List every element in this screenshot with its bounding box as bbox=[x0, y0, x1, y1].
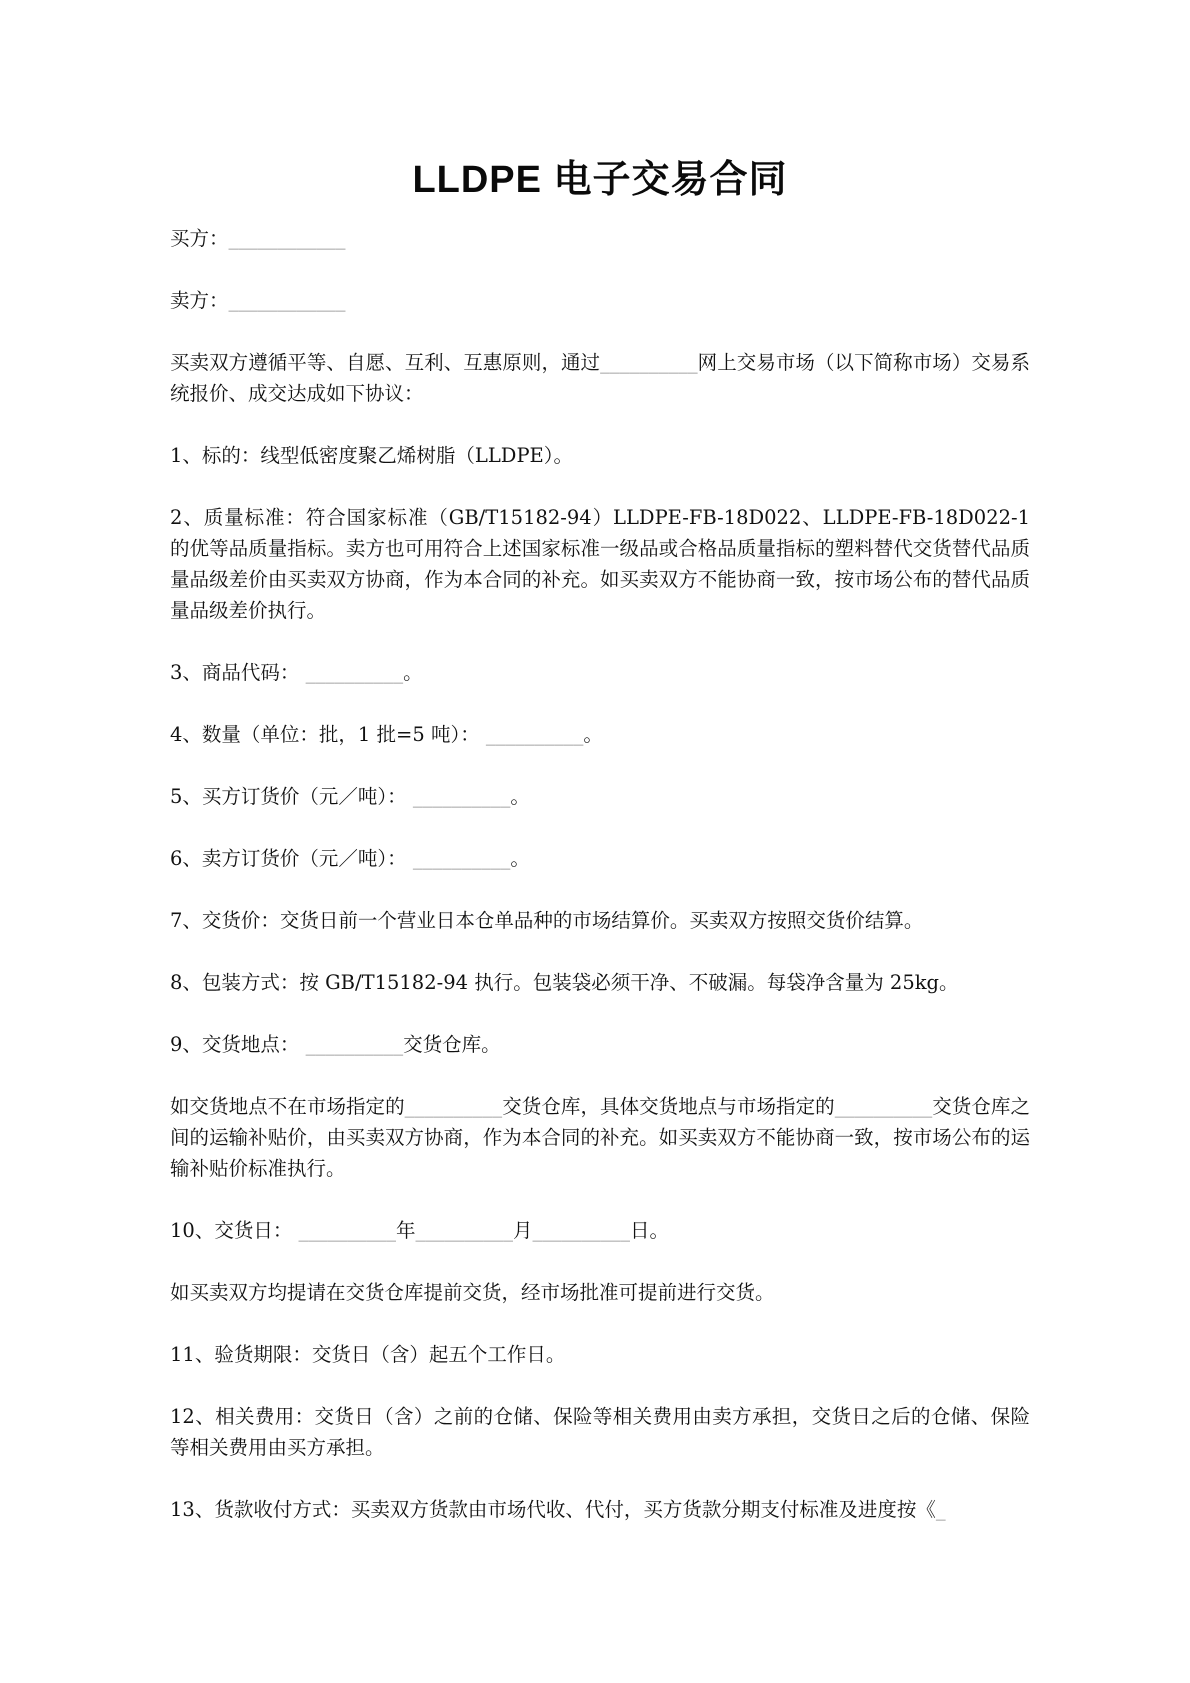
blank-field: __________ bbox=[415, 1219, 514, 1242]
text-run: 如买卖双方均提请在交货仓库提前交货，经市场批准可提前进行交货。 bbox=[170, 1281, 775, 1304]
blank-field: ____________ bbox=[228, 289, 346, 312]
text-run: 如交货地点不在市场指定的 bbox=[170, 1095, 405, 1118]
clause-8-packaging bbox=[170, 967, 1030, 998]
clause-9-delivery-place bbox=[170, 1029, 1030, 1060]
clause-3-commodity-code bbox=[170, 657, 1030, 688]
text-run: 2、质量标准：符合国家标准（GB/T15182-94）LLDPE-FB-18D022、LLDPE-FB-18D022-1 的优等品质量指标。卖方也可用符合上述国家标准一级品或合格品质量指标的塑料替代交货替代品质量品级差价由买卖双方协商，作为本合同的补充。如买卖双方不能协商一致，按市场公布的替代品质量品级差价执行。 bbox=[170, 506, 1030, 622]
text-run: 。 bbox=[510, 785, 530, 808]
text-run: 交货仓库之间的运输补贴价，由买卖双方协商，作为本合同的补充。如买卖双方不能协商一致，按市场公布的运输补贴价标准执行。 bbox=[170, 1095, 1030, 1180]
clause-2-quality-standard bbox=[170, 502, 1030, 626]
blank-field: __________ bbox=[532, 1219, 631, 1242]
text-run: 11、验货期限：交货日（含）起五个工作日。 bbox=[170, 1343, 566, 1366]
contract-body bbox=[170, 223, 1030, 1525]
clause-9-note bbox=[170, 1091, 1030, 1184]
text-run: 5、买方订货价（元／吨）： bbox=[170, 785, 413, 808]
text-run: 4、数量（单位：批，1 批=5 吨）： bbox=[170, 723, 486, 746]
blank-field: __________ bbox=[412, 785, 511, 808]
text-run: 日。 bbox=[630, 1219, 670, 1242]
text-run: 交货仓库，具体交货地点与市场指定的 bbox=[502, 1095, 835, 1118]
clause-12-related-fees bbox=[170, 1401, 1030, 1463]
text-run: 9、交货地点： bbox=[170, 1033, 306, 1056]
text-run: 。 bbox=[510, 847, 530, 870]
text-run: 。 bbox=[403, 661, 423, 684]
blank-field: __________ bbox=[485, 723, 584, 746]
blank-field: __________ bbox=[404, 1095, 503, 1118]
text-run: 6、卖方订货价（元／吨）： bbox=[170, 847, 413, 870]
clause-11-inspection-period bbox=[170, 1339, 1030, 1370]
seller-line bbox=[170, 285, 1030, 316]
text-run: 月 bbox=[513, 1219, 533, 1242]
clause-6-seller-order-price bbox=[170, 843, 1030, 874]
text-run: 12、相关费用：交货日（含）之前的仓储、保险等相关费用由卖方承担，交货日之后的仓储、保险等相关费用由买方承担。 bbox=[170, 1405, 1030, 1459]
clause-5-buyer-order-price bbox=[170, 781, 1030, 812]
clause-13-payment-method bbox=[170, 1494, 1030, 1525]
text-run: 卖方： bbox=[170, 289, 229, 312]
blank-field: __________ bbox=[600, 351, 698, 374]
clause-4-quantity bbox=[170, 719, 1030, 750]
text-run: 网上交易市场（以下简称市场）交易系统报价、成交达成如下协议： bbox=[170, 351, 1030, 405]
clause-7-delivery-price bbox=[170, 905, 1030, 936]
blank-field: __________ bbox=[305, 1033, 404, 1056]
text-run: 13、货款收付方式：买卖双方货款由市场代收、代付，买方货款分期支付标准及进度按《 bbox=[170, 1498, 936, 1521]
blank-field: __________ bbox=[412, 847, 511, 870]
text-run: 8、包装方式：按 GB/T15182-94 执行。包装袋必须干净、不破漏。每袋净含量为 25kg。 bbox=[170, 971, 959, 994]
blank-field: ____________ bbox=[228, 227, 346, 250]
blank-field: _ bbox=[935, 1498, 946, 1521]
blank-field: __________ bbox=[298, 1219, 397, 1242]
text-run: 买方： bbox=[170, 227, 229, 250]
text-run: 7、交货价：交货日前一个营业日本仓单品种的市场结算价。买卖双方按照交货价结算。 bbox=[170, 909, 924, 932]
text-run: 年 bbox=[396, 1219, 416, 1242]
text-run: 3、商品代码： bbox=[170, 661, 306, 684]
blank-field: __________ bbox=[305, 661, 404, 684]
page-title: LLDPE 电子交易合同 bbox=[412, 159, 788, 201]
clause-10-note bbox=[170, 1277, 1030, 1308]
clause-1-subject bbox=[170, 440, 1030, 471]
text-run: 买卖双方遵循平等、自愿、互利、互惠原则，通过 bbox=[170, 351, 601, 374]
clause-10-delivery-date bbox=[170, 1215, 1030, 1246]
text-run: 。 bbox=[583, 723, 603, 746]
text-run: 1、标的：线型低密度聚乙烯树脂（LLDPE）。 bbox=[170, 444, 574, 467]
buyer-line bbox=[170, 223, 1030, 254]
text-run: 交货仓库。 bbox=[403, 1033, 501, 1056]
blank-field: __________ bbox=[834, 1095, 933, 1118]
preamble bbox=[170, 347, 1030, 409]
text-run: 10、交货日： bbox=[170, 1219, 299, 1242]
